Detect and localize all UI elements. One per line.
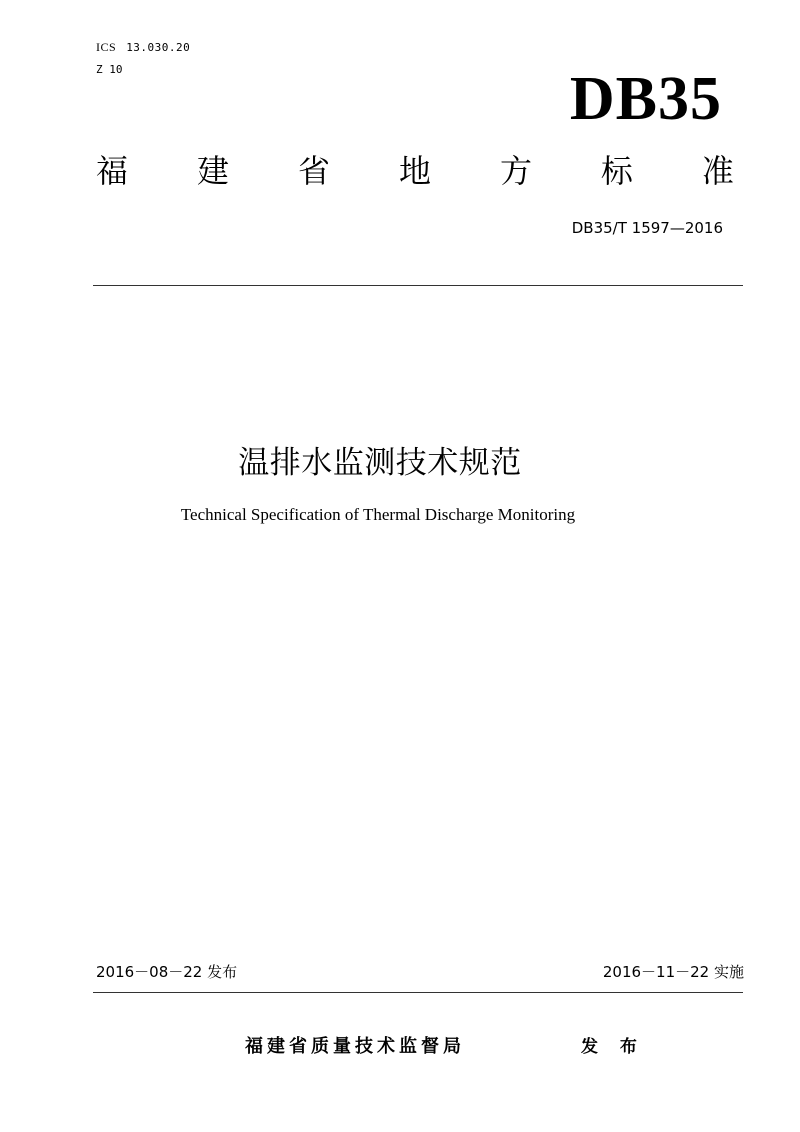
standard-type-char: 方 (499, 152, 532, 190)
issue-date: 2016－08－22 发布 (96, 963, 238, 981)
standard-code: DB35 (569, 65, 722, 133)
implementation-date: 2016－11－22 实施 (602, 963, 744, 981)
standard-type-char: 省 (297, 152, 330, 190)
standard-type-heading (96, 152, 734, 190)
document-title-english: Technical Specification of Thermal Discharge Monitoring (180, 505, 576, 524)
standard-type-char: 地 (398, 152, 431, 190)
ics-code (96, 40, 190, 55)
standard-type-char: 准 (701, 152, 734, 190)
classification-code: Z 10 (96, 63, 123, 76)
ics-value: 13.030.20 (126, 41, 191, 54)
bottom-divider (93, 992, 743, 993)
standard-type-char: 标 (600, 152, 633, 190)
publisher-name: 福建省质量技术监督局 (245, 1036, 465, 1057)
document-title-chinese: 温排水监测技术规范 (238, 445, 522, 481)
standard-number: DB35/T 1597—2016 (571, 219, 723, 237)
top-divider (93, 285, 743, 286)
ics-label: ICS (96, 40, 117, 54)
standard-type-char: 福 (96, 152, 129, 190)
standard-type-char: 建 (196, 152, 229, 190)
publisher-action: 发 布 (581, 1037, 645, 1057)
